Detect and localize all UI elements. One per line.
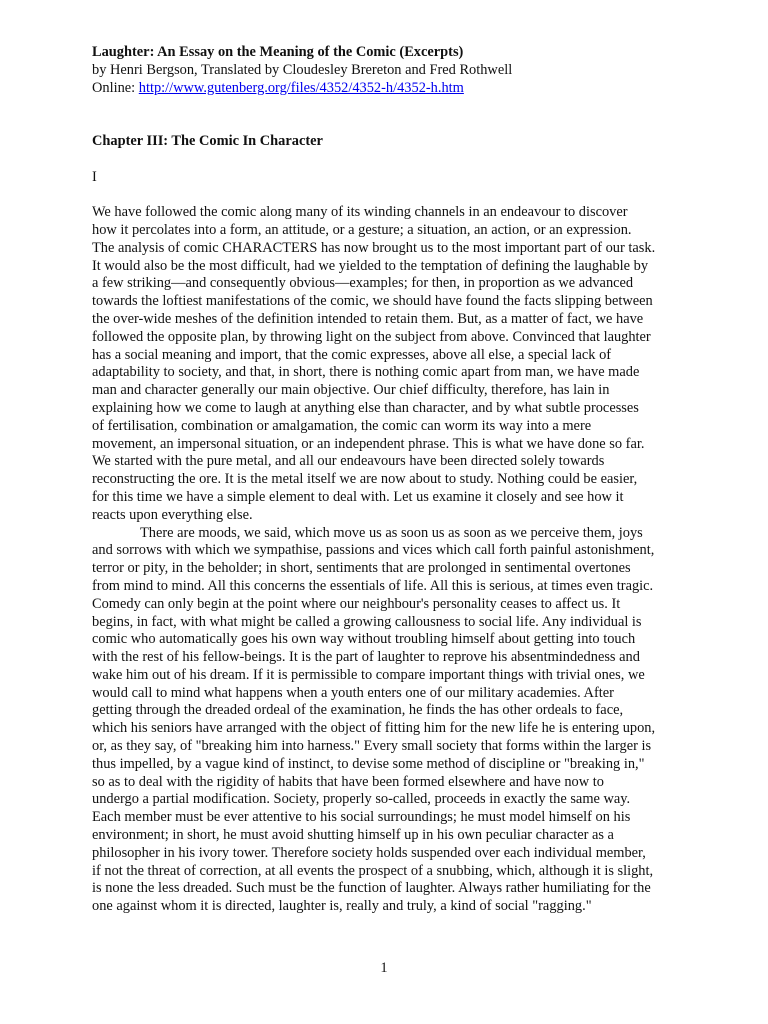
text-line: The analysis of comic CHARACTERS has now brought us to the most important part of our task.	[92, 239, 656, 256]
text-line: We have followed the comic along many of its winding channels in an endeavour to discover	[92, 204, 628, 221]
text-line: begins, in fact, with what might be called a growing callousness to social life. Any individual is	[92, 613, 642, 630]
paragraph-1	[92, 204, 686, 524]
text-line: reacts upon everything else.	[92, 506, 253, 523]
text-line: terror or pity, in the beholder; in short, sentiments that are prolonged in sentimental overtones	[92, 560, 631, 577]
text-line: wake him out of his dream. If it is permissible to compare important things with trivial ones, we	[92, 666, 645, 683]
text-line: There are moods, we said, which move us as soon us as soon as we perceive them, joys	[140, 524, 643, 541]
text-line: a few striking—and consequently obvious—examples; for then, in proportion as we advanced	[92, 275, 634, 292]
text-line: if not the threat of correction, at all events the prospect of a snubbing, which, although it is slight,	[92, 862, 654, 879]
text-line: explaining how we come to laugh at anything else than character, and by what subtle processes	[92, 399, 639, 416]
text-line: so as to deal with the rigidity of habits that have been formed elsewhere and have now to	[92, 773, 604, 790]
text-line: We started with the pure metal, and all our endeavours have been directed solely towards	[92, 453, 605, 470]
document-header	[92, 44, 686, 97]
gutenberg-link[interactable]: http://www.gutenberg.org/files/4352/4352-h/4352-h.htm	[138, 79, 464, 96]
text-line: undergo a partial modification. Society, properly so-called, proceeds in exactly the same way.	[92, 791, 631, 808]
text-line: of fertilisation, combination or amalgamation, the comic can worm its way into a mere	[92, 417, 592, 434]
text-line: It would also be the most difficult, had we yielded to the temptation of defining the laughable by	[92, 257, 649, 274]
text-line: followed the opposite plan, by throwing light on the subject from above. Convinced that laughter	[92, 328, 651, 345]
text-line: man and character generally our main objective. Our chief difficulty, therefore, has lain in	[92, 382, 610, 399]
document-title: Laughter: An Essay on the Meaning of the Comic (Excerpts)	[92, 44, 464, 60]
text-line: from mind to mind. All this concerns the essentials of life. All this is serious, at times even tragic.	[92, 577, 654, 594]
text-line: is none the less dreaded. Such must be the function of laughter. Always rather humiliating for the	[92, 880, 651, 897]
text-line: environment; in short, he must avoid shutting himself up in his own peculiar character as a	[92, 827, 614, 844]
text-line: reconstructing the ore. It is the metal itself we are now about to study. Nothing could be easier,	[92, 471, 638, 488]
paragraph-2	[92, 525, 686, 917]
section-numeral: I	[92, 168, 97, 185]
text-line: how it percolates into a form, an attitude, or a gesture; a situation, an action, or an expression.	[92, 221, 632, 238]
online-source	[92, 80, 686, 98]
text-line: philosopher in his ivory tower. Therefore society holds suspended over each individual member,	[92, 844, 646, 861]
text-line: Each member must be ever attentive to his social surroundings; he must model himself on his	[92, 809, 631, 826]
text-line: which his seniors have arranged with the object of fitting him for the new life he is entering upon,	[92, 720, 656, 737]
text-line: has a social meaning and import, that the comic expresses, above all else, a special lack of	[92, 346, 612, 363]
text-line: thus impelled, by a vague kind of instinct, to devise some method of discipline or "breaking in,"	[92, 755, 645, 772]
text-line: or, as they say, of "breaking him into harness." Every small society that forms within the larger is	[92, 738, 652, 755]
text-line: one against whom it is directed, laughter is, really and truly, a kind of social "ragging."	[92, 898, 592, 915]
chapter-title: Chapter III: The Comic In Character	[92, 132, 323, 149]
text-line: getting through the dreaded ordeal of the examination, he finds the has other ordeals to face,	[92, 702, 624, 719]
text-line: comic who automatically goes his own way without troubling himself about getting into touch	[92, 631, 636, 648]
online-label: Online:	[92, 79, 139, 96]
document-byline: by Henri Bergson, Translated by Cloudesley Brereton and Fred Rothwell	[92, 61, 513, 78]
text-line: for this time we have a simple element to deal with. Let us examine it closely and see how it	[92, 488, 624, 505]
document-page	[92, 44, 686, 916]
text-line: would call to mind what happens when a youth enters one of our military academies. After	[92, 684, 614, 701]
text-line: Comedy can only begin at the point where our neighbour's personality ceases to affect us. It	[92, 595, 621, 612]
text-line: the over-wide meshes of the definition intended to retain them. But, as a matter of fact, we have	[92, 310, 644, 327]
page-number: 1	[380, 960, 388, 976]
text-line: and sorrows with which we sympathise, passions and vices which call forth painful astonishment,	[92, 542, 655, 559]
text-line: movement, an impersonal situation, or an independent phrase. This is what we have done so far.	[92, 435, 645, 452]
text-line: towards the loftiest manifestations of the comic, we should have found the facts slipping between	[92, 293, 653, 310]
text-line: adaptability to society, and that, in short, there is nothing comic apart from man, we have made	[92, 364, 640, 381]
text-line: with the rest of his fellow-beings. It is the part of laughter to reprove his absentmindedness and	[92, 649, 640, 666]
